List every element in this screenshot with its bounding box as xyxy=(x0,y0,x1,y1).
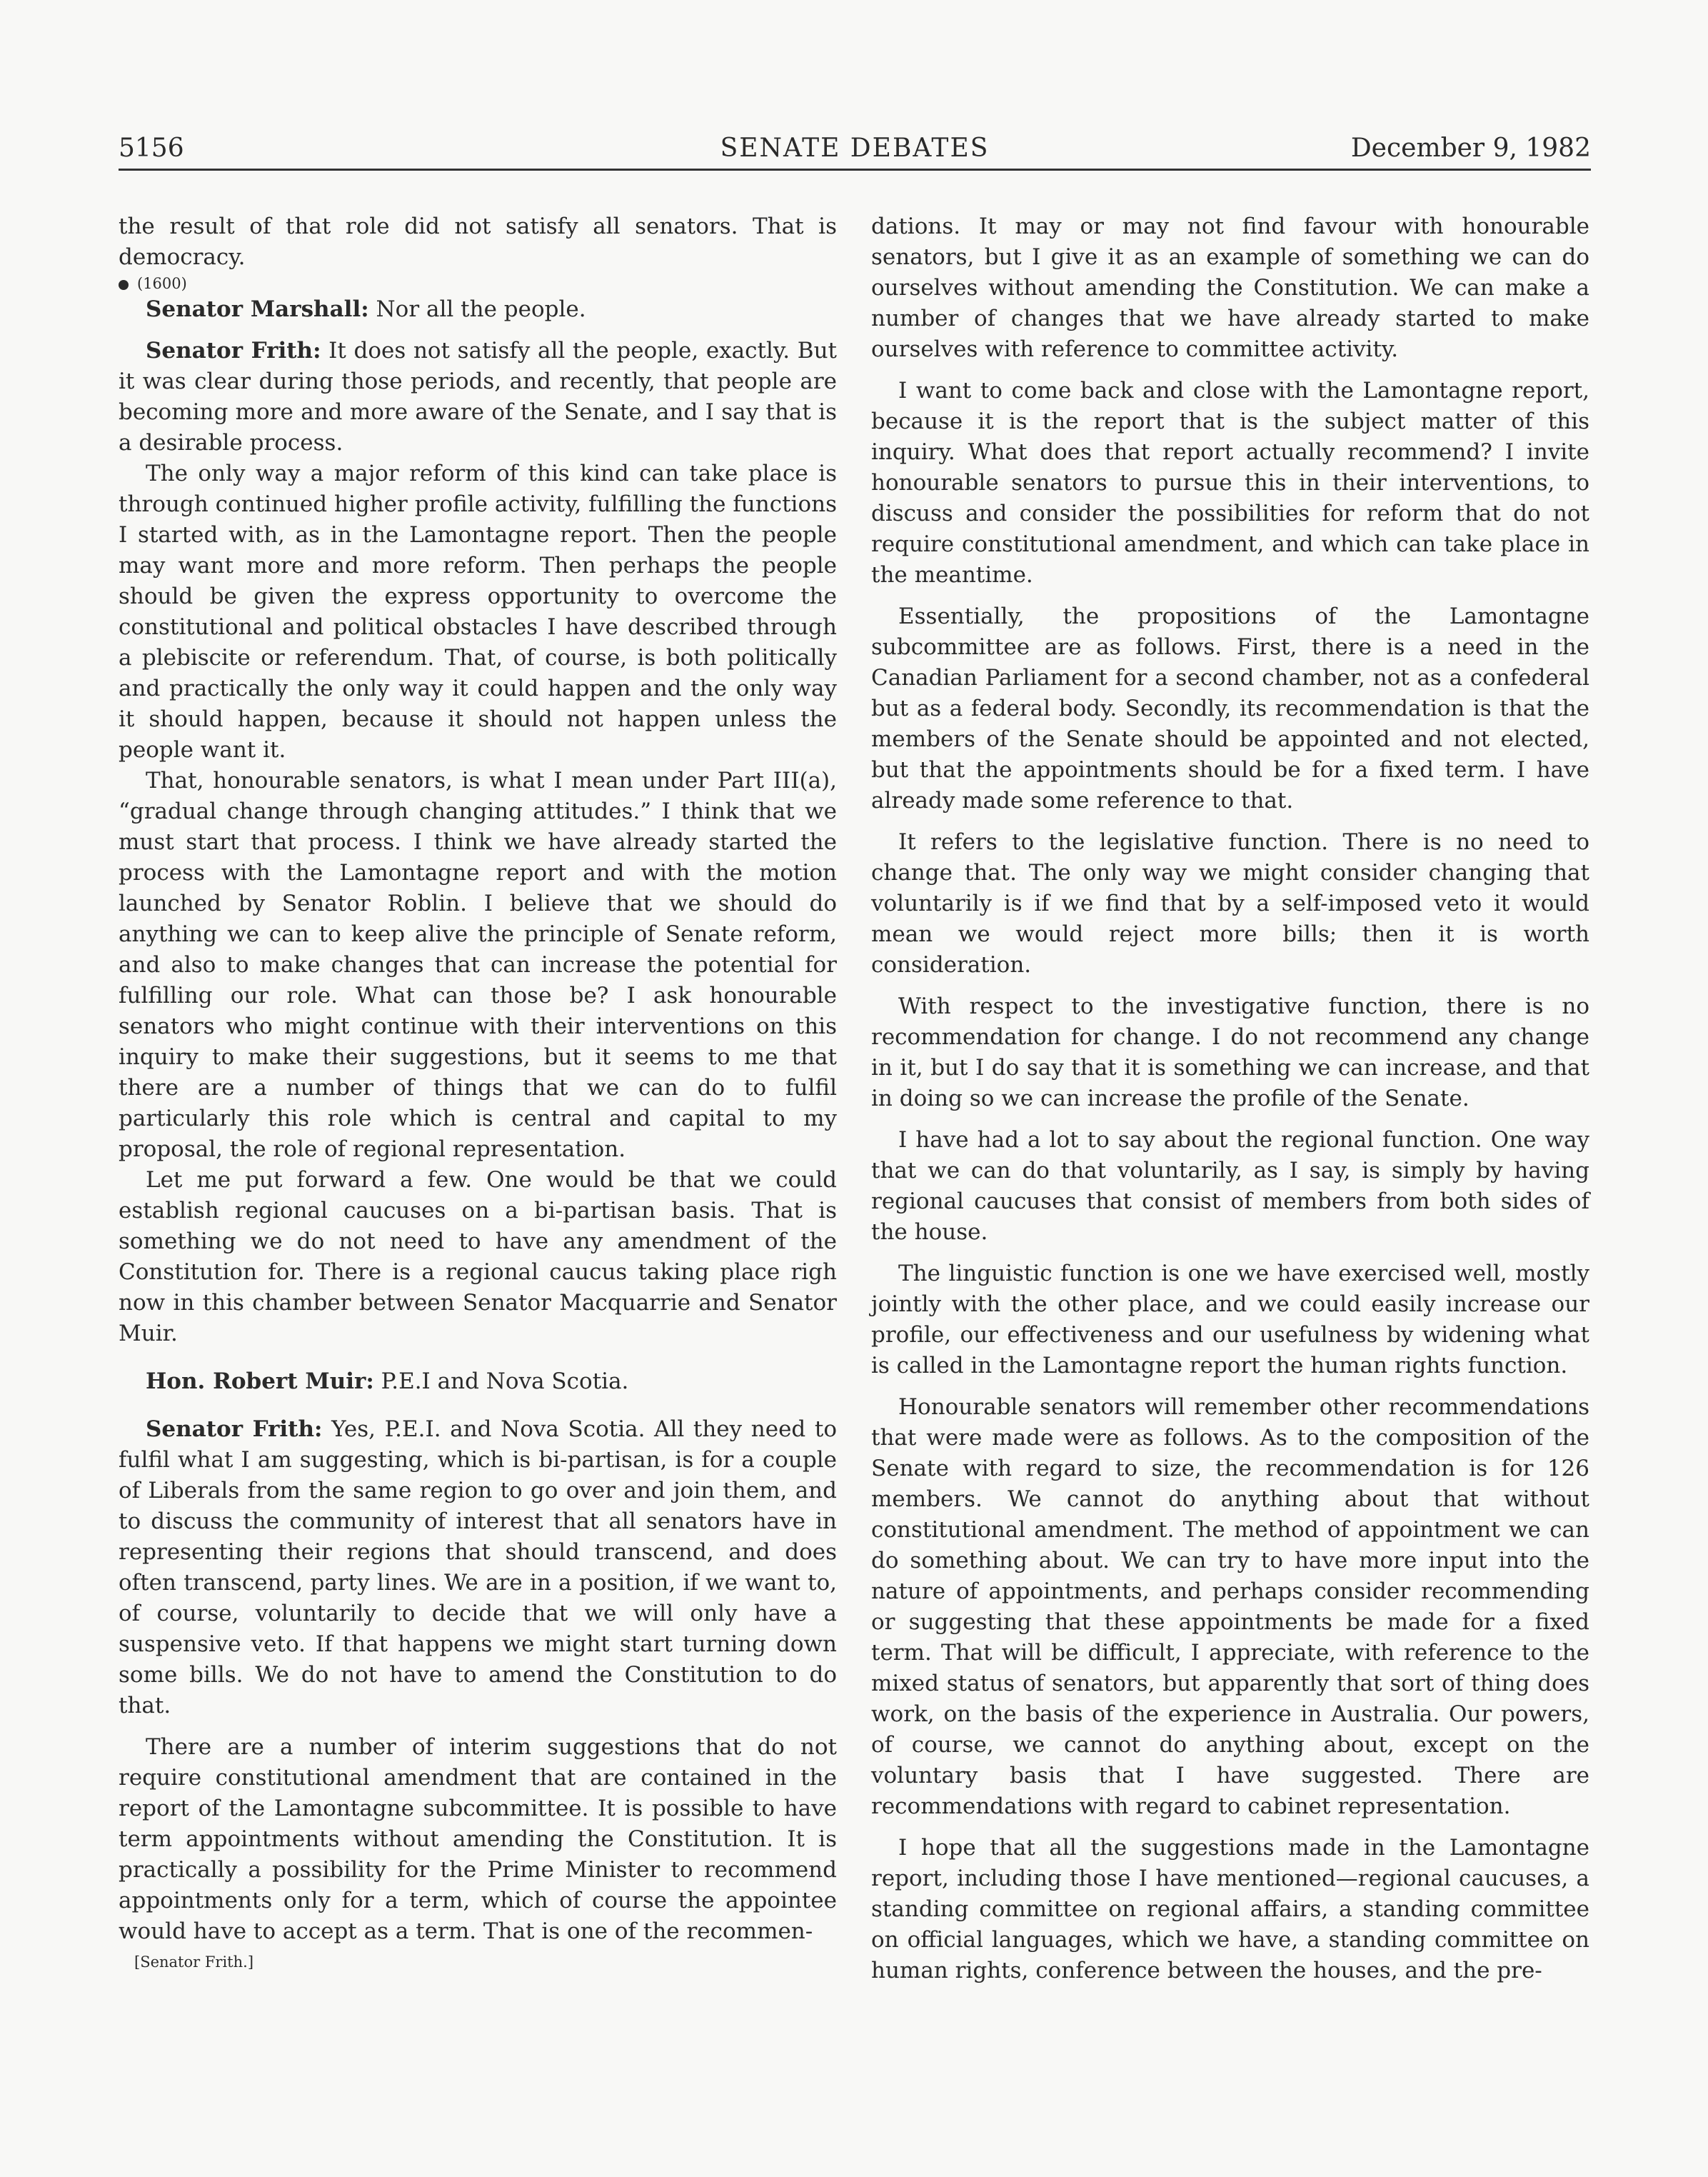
paragraph xyxy=(119,1414,837,1721)
paragraph: There are a number of interim suggestions that do not require constitutional amendment that are contained in the report of the Lamontagne subcommittee. It is possible to have term appointments without amending the Constitution. It is practically a possibility for the Prime Minister to recommend appointments only for a term, which of course the appointee would have to accept as a term. That is one of the recommen- xyxy=(119,1734,837,1944)
speaker-name: Senator Frith: xyxy=(146,1416,323,1442)
speaker-name: Senator Marshall: xyxy=(146,296,369,322)
paragraph: It refers to the legislative function. There is no need to change that. The only way we might consider changing that voluntarily is if we find that by a self-imposed veto it would mean we would reject more bills; then it is worth consideration. xyxy=(871,829,1589,978)
speech-text: It does not satisfy all the people, exactly. But it was clear during those periods, and recently, that people are becoming more and more aware of the Senate, and I say that is a desirable process. xyxy=(119,338,837,456)
paragraph: dations. It may or may not find favour with honourable senators, but I give it as an example of something we can do ourselves without amending the Constitution. We can make a number of changes that we have already started to make ourselves with reference to committee activity. xyxy=(871,214,1589,362)
time-marker xyxy=(119,273,837,294)
bullet-icon xyxy=(119,280,129,290)
paragraph: Essentially, the propositions of the Lamontagne subcommittee are as follows. First, there is a need in the Canadian Parliament for a second chamber, not as a confederal but as a federal body. Secondly, its recommendation is that the members of the Senate should be appointed and not elected, but that the appointments should be for a fixed term. I have already made some reference to that. xyxy=(871,604,1589,814)
left-column xyxy=(119,211,837,1978)
page-header xyxy=(119,129,1591,171)
paragraph: I hope that all the suggestions made in the Lamontagne report, including those I have mentioned—regional caucuses, a standing committee on regional affairs, a standing committee on official languages, which we have, a standing committee on human rights, conference between the houses, and the pre- xyxy=(871,1835,1589,1983)
paragraph: the result of that role did not satisfy all senators. That is democracy. xyxy=(119,214,837,270)
speech-text: Yes, P.E.I. and Nova Scotia. All they need to fulfil what I am suggesting, which is bi-partisan, is for a couple of Liberals from the same region to go over and join them, and to discuss the community of interest that all senators have in representing their regions that should transcend, and does often transcend, party lines. We are in a position, if we want to, of course, voluntarily to decide that we will only have a suspensive veto. If that happens we might start turning down some bills. We do not have to amend the Constitution to do that. xyxy=(119,1416,837,1718)
paragraph: The linguistic function is one we have exercised well, mostly jointly with the other place, and we could easily increase our profile, our effectiveness and our usefulness by widening what is called in the Lamontagne report the human rights function. xyxy=(871,1261,1589,1378)
paragraph: The only way a major reform of this kind can take place is through continued higher profile activity, fulfilling the functions I started with, as in the Lamontagne report. Then the people may want more and more reform. Then perhaps the people should be given the express opportunity to overcome the constitutional and political obstacles I have described through a plebiscite or referendum. That, of course, is both politically and practically the only way it could happen and the only way it should happen, because it should not happen unless the people want it. xyxy=(119,461,837,763)
paragraph xyxy=(119,1366,837,1397)
publication-date: December 9, 1982 xyxy=(1350,134,1591,163)
paragraph: Honourable senators will remember other recommendations that were made were as follows. As to the composition of the Senate with regard to size, the recommendation is for 126 members. We cannot do anything about that without constitutional amendment. The method of appointment we can do something about. We can try to have more input into the nature of appointments, and perhaps consider recommending or suggesting that these appointments be made for a fixed term. That will be difficult, I appreciate, with reference to the mixed status of senators, but apparently that sort of thing does work, on the basis of the experience in Australia. Our powers, of course, we cannot do anything about, except on the voluntary basis that I have suggested. There are recommendations with regard to cabinet representation. xyxy=(871,1394,1589,1819)
speech-text: P.E.I and Nova Scotia. xyxy=(373,1368,629,1394)
speech-text: Nor all the people. xyxy=(368,296,586,322)
paragraph xyxy=(119,294,837,325)
paragraph: I have had a lot to say about the regional function. One way that we can do that voluntarily, as I say, is simply by having regional caucuses that consist of members from both sides of the house. xyxy=(871,1127,1589,1245)
paragraph: With respect to the investigative function, there is no recommendation for change. I do not recommend any change in it, but I do say that it is something we can increase, and that in doing so we can increase the profile of the Senate. xyxy=(871,994,1589,1111)
time-marker-label: (1600) xyxy=(137,275,187,292)
speaker-name: Senator Frith: xyxy=(146,338,321,364)
page-number: 5156 xyxy=(119,134,184,163)
paragraph: I want to come back and close with the Lamontagne report, because it is the report that is the subject matter of this inquiry. What does that report actually recommend? I invite honourable senators to pursue this in their interventions, to discuss and consider the possibilities for reform that do not require constitutional amendment, and which can take place in the meantime. xyxy=(871,378,1589,588)
paragraph xyxy=(119,336,837,459)
speaker-name: Hon. Robert Muir: xyxy=(146,1368,374,1394)
footnote: [Senator Frith.] xyxy=(134,1953,254,1971)
right-column xyxy=(871,211,1589,1986)
paragraph: That, honourable senators, is what I mean under Part III(a), “gradual change through changing attitudes.” I think that we must start that process. I think we have already started the process with the Lamontagne report and with the motion launched by Senator Roblin. I believe that we should do anything we can to keep alive the principle of Senate reform, and also to make changes that can increase the potential for fulfilling our role. What can those be? I ask honourable senators who might continue with their interventions on this inquiry to make their suggestions, but it seems to me that there are a number of things that we can do to fulfil particularly this role which is central and capital to my proposal, the role of regional representation. xyxy=(119,768,837,1162)
paragraph: Let me put forward a few. One would be that we could establish regional caucuses on a bi-partisan basis. That is something we do not need to have any amendment of the Constitution for. There is a regional caucus taking place righ now in this chamber between Senator Macquarrie and Senator Muir. xyxy=(119,1167,837,1346)
publication-title: SENATE DEBATES xyxy=(720,134,990,163)
